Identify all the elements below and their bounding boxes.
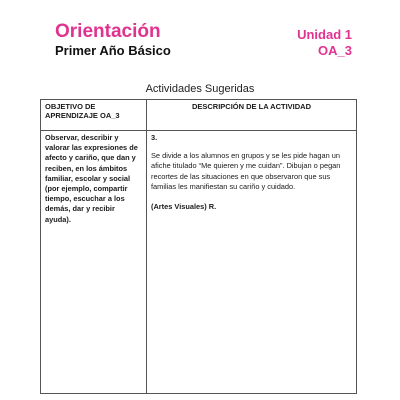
- description-column-header: DESCRIPCIÓN DE LA ACTIVIDAD: [147, 100, 357, 131]
- activity-description: Se divide a los alumnos en grupos y se les pide hagan un afiche titulado “Me quieren y me cuidan”. Dibujan o pegan recortes de las situaciones en que observaron que sus familias les manifiestan su cariño y cuidado.: [151, 151, 341, 191]
- oa-label: OA_3: [318, 43, 352, 58]
- section-heading: Actividades Sugeridas: [145, 83, 255, 95]
- table-header-row: [41, 100, 357, 131]
- activity-number: 3.: [151, 133, 158, 142]
- activities-table: [40, 99, 357, 394]
- activity-reference: (Artes Visuales) R.: [151, 202, 217, 212]
- unit-label: Unidad 1: [297, 27, 352, 42]
- subject-title: Orientación: [55, 21, 161, 42]
- grade-subtitle: Primer Año Básico: [55, 43, 171, 58]
- table-row: [41, 131, 357, 394]
- objective-column-header: OBJETIVO DE APRENDIZAJE OA_3: [41, 100, 147, 131]
- activity-cell: [147, 131, 357, 394]
- objective-cell: Observar, describir y valorar las expresiones de afecto y cariño, que dan y reciben, en los ámbitos familiar, escolar y social (por ejemplo, compartir tiempo, escuchar a los demás, dar y recibir ayuda).: [41, 131, 147, 394]
